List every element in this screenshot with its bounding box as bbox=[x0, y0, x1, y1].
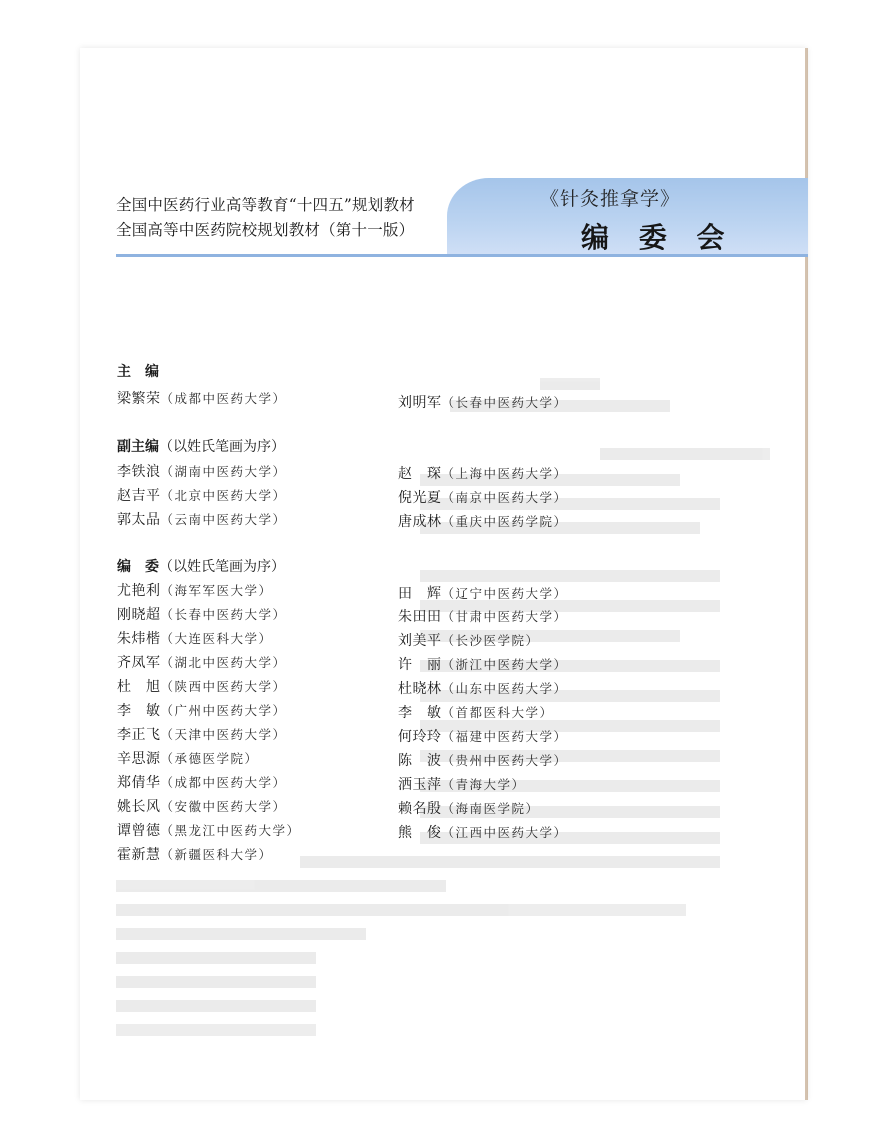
member-row: 许 丽（浙江中医药大学） bbox=[398, 657, 568, 673]
member-row: 李 敏（首都医科大学） bbox=[398, 705, 554, 721]
deputy-editor-row: 倪光夏（南京中医药大学） bbox=[398, 490, 568, 506]
member-row: 刚晓超（长春中医药大学） bbox=[117, 607, 287, 623]
member-row: 刘美平（长沙医学院） bbox=[398, 633, 540, 649]
member-row: 郑倩华（成都中医药大学） bbox=[117, 775, 287, 791]
member-row: 杜晓林（山东中医药大学） bbox=[398, 681, 568, 697]
chief-editor-left: 梁繁荣（成都中医药大学） bbox=[117, 391, 287, 407]
section-heading-chief-editors: 主 编 bbox=[117, 364, 159, 380]
section-heading-deputy-editors: 副主编（以姓氏笔画为序） bbox=[117, 439, 285, 455]
deputy-editor-row: 赵 琛（上海中医药大学） bbox=[398, 466, 568, 482]
series-line-2: 全国高等中医药院校规划教材（第十一版） bbox=[116, 221, 415, 239]
member-row: 陈 波（贵州中医药大学） bbox=[398, 753, 568, 769]
member-row: 熊 俊（江西中医药大学） bbox=[398, 825, 568, 841]
member-row: 朱炜楷（大连医科大学） bbox=[117, 631, 273, 647]
member-row: 田 辉（辽宁中医药大学） bbox=[398, 586, 568, 602]
member-row: 洒玉萍（青海大学） bbox=[398, 777, 526, 793]
member-row: 霍新慧（新疆医科大学） bbox=[117, 847, 273, 863]
member-row: 谭曾德（黑龙江中医药大学） bbox=[117, 823, 301, 839]
series-line-1: 全国中医药行业高等教育“十四五”规划教材 bbox=[116, 196, 415, 214]
chief-editor-right: 刘明军（长春中医药大学） bbox=[398, 395, 568, 411]
deputy-editor-row: 郭太品（云南中医药大学） bbox=[117, 512, 287, 528]
member-row: 姚长风（安徽中医药大学） bbox=[117, 799, 287, 815]
member-row: 朱田田（甘肃中医药大学） bbox=[398, 609, 568, 625]
header-rule bbox=[116, 254, 808, 257]
deputy-editor-row: 唐成林（重庆中医药学院） bbox=[398, 514, 568, 530]
member-row: 李 敏（广州中医药大学） bbox=[117, 703, 287, 719]
member-row: 尤艳利（海军军医大学） bbox=[117, 583, 273, 599]
member-row: 辛思源（承德医学院） bbox=[117, 751, 259, 767]
member-row: 齐凤军（湖北中医药大学） bbox=[117, 655, 287, 671]
member-row: 杜 旭（陕西中医药大学） bbox=[117, 679, 287, 695]
deputy-editor-row: 李铁浪（湖南中医药大学） bbox=[117, 464, 287, 480]
member-row: 何玲玲（福建中医药大学） bbox=[398, 729, 568, 745]
section-heading-members: 编 委（以姓氏笔画为序） bbox=[117, 559, 285, 575]
book-title: 《针灸推拿学》 bbox=[540, 188, 681, 210]
committee-title: 编 委 会 bbox=[581, 221, 735, 254]
member-row: 赖名殷（海南医学院） bbox=[398, 801, 540, 817]
member-row: 李正飞（天津中医药大学） bbox=[117, 727, 287, 743]
deputy-editor-row: 赵吉平（北京中医药大学） bbox=[117, 488, 287, 504]
